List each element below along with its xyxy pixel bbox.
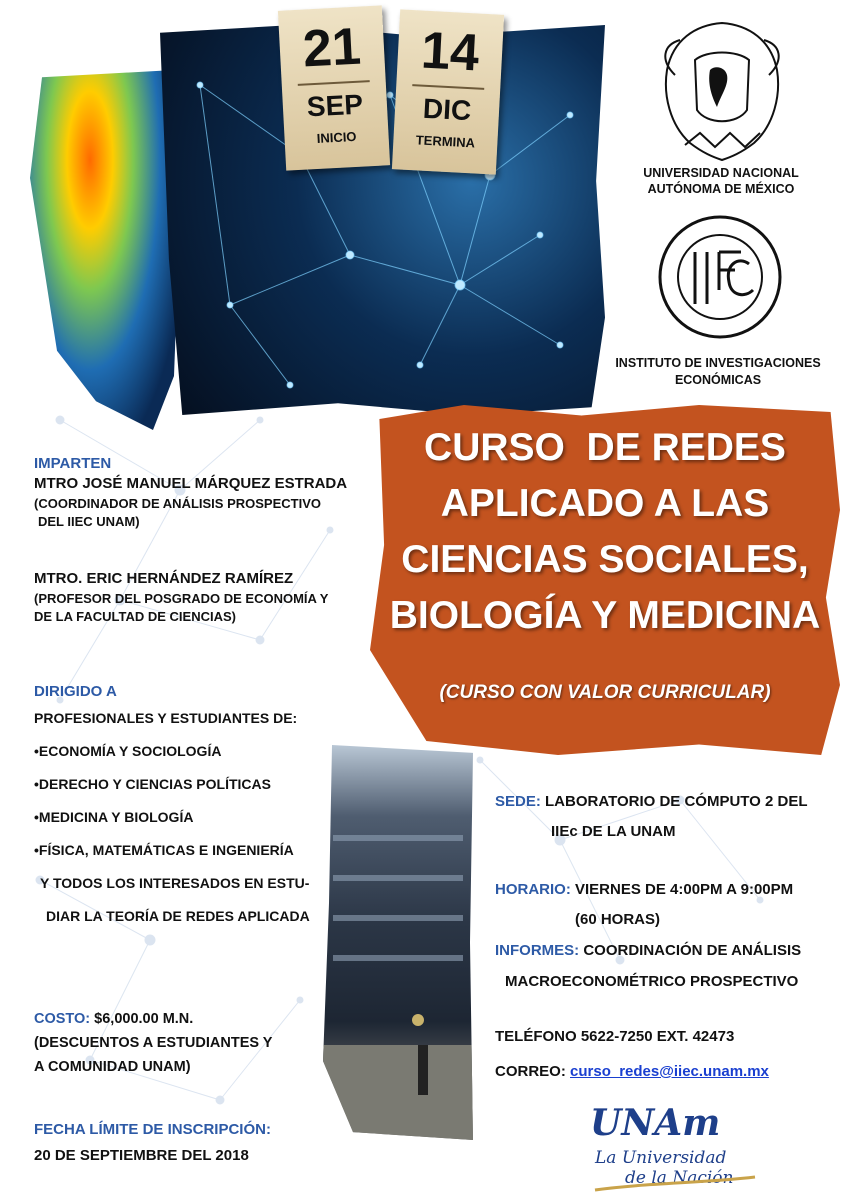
title-line-1: CURSO DE REDES	[424, 426, 786, 469]
title-line-3: CIENCIAS SOCIALES,	[401, 538, 809, 581]
course-title	[372, 420, 838, 644]
costo-note-line1: (DESCUENTOS A ESTUDIANTES Y	[34, 1035, 273, 1051]
fecha-limite-label: FECHA LÍMITE DE INSCRIPCIÓN:	[34, 1121, 271, 1138]
slogan-line1: La Universidad	[595, 1148, 727, 1168]
correo-section	[495, 1062, 769, 1082]
sede-line2: IIEc DE LA UNAM	[551, 823, 676, 840]
iiec-name-line2: ECONÓMICAS	[674, 373, 762, 387]
costo-note-line2: A COMUNIDAD UNAM)	[34, 1059, 191, 1075]
dirigido-item: • MEDICINA Y BIOLOGÍA	[34, 801, 310, 834]
course-subtitle: (CURSO CON VALOR CURRICULAR)	[439, 682, 771, 703]
title-line-2: APLICADO A LAS	[440, 482, 770, 525]
sede-label: SEDE:	[495, 793, 541, 810]
dirigido-item: • ECONOMÍA Y SOCIOLOGÍA	[34, 735, 310, 768]
iiec-seal-logo	[645, 212, 795, 342]
institute-building-photo	[323, 745, 473, 1140]
horario-line1: VIERNES DE 4:00PM A 9:00PM	[575, 881, 794, 898]
dirigido-extra-line1: Y TODOS LOS INTERESADOS EN ESTU-	[40, 875, 310, 891]
end-divider	[412, 84, 485, 90]
title-line-4: BIOLOGÍA Y MEDICINA	[389, 594, 821, 637]
start-label: INICIO	[316, 128, 357, 146]
instructor2-role-line2: DE LA FACULTAD DE CIENCIAS)	[34, 609, 236, 624]
costo-value: $6,000.00 M.N.	[94, 1011, 194, 1027]
instructor1-role-line2: DEL IIEC UNAM)	[38, 514, 140, 529]
horario-line2: (60 HORAS)	[575, 911, 661, 928]
iiec-name-line1: INSTITUTO DE INVESTIGACIONES	[615, 356, 821, 370]
instructor1-role-line1: (COORDINADOR DE ANÁLISIS PROSPECTIVO	[34, 496, 321, 511]
world-network-map-image	[30, 70, 180, 430]
sede-section	[495, 787, 808, 847]
instructor2-section	[34, 570, 328, 626]
informes-line2: MACROECONOMÉTRICO PROSPECTIVO	[505, 973, 799, 990]
iiec-name	[608, 355, 828, 389]
correo-label: CORREO:	[495, 1063, 566, 1080]
unam-name	[636, 165, 806, 197]
email-link[interactable]: curso_redes@iiec.unam.mx	[570, 1063, 769, 1080]
start-date-card	[278, 5, 390, 170]
instructor1-name: MTRO JOSÉ MANUEL MÁRQUEZ ESTRADA	[34, 475, 348, 492]
informes-label: INFORMES:	[495, 942, 580, 959]
end-day: 14	[419, 21, 481, 83]
instructor2-role-line1: (PROFESOR DEL POSGRADO DE ECONOMÍA Y	[34, 591, 329, 606]
start-month: SEP	[306, 88, 364, 123]
end-label: TERMINA	[415, 132, 476, 151]
instructor2-name: MTRO. ERIC HERNÁNDEZ RAMÍREZ	[34, 570, 294, 587]
unam-name-line2: AUTÓNOMA DE MÉXICO	[647, 182, 795, 196]
dirigido-label: DIRIGIDO A	[34, 683, 117, 700]
slogan-brand: UNAm	[590, 1102, 721, 1144]
start-divider	[297, 80, 370, 86]
costo-label: COSTO:	[34, 1011, 91, 1027]
fecha-limite-value: 20 DE SEPTIEMBRE DEL 2018	[34, 1147, 249, 1164]
costo-section	[34, 1007, 272, 1079]
dirigido-section	[34, 683, 310, 933]
dirigido-extra-line2: DIAR LA TEORÍA DE REDES APLICADA	[46, 908, 310, 924]
slogan-line2: de la Nación	[625, 1168, 734, 1188]
imparten-section	[34, 455, 347, 531]
start-day: 21	[301, 17, 363, 79]
dirigido-item: • FÍSICA, MATEMÁTICAS E INGENIERÍA	[34, 834, 310, 867]
horario-section	[495, 875, 793, 935]
dirigido-intro: PROFESIONALES Y ESTUDIANTES DE:	[34, 710, 298, 726]
end-date-card	[392, 9, 504, 174]
unam-crest-logo	[655, 15, 790, 165]
informes-line1: COORDINACIÓN DE ANÁLISIS	[583, 942, 802, 959]
unam-slogan-logo	[585, 1095, 765, 1195]
imparten-label: IMPARTEN	[34, 455, 112, 472]
end-month: DIC	[422, 92, 472, 127]
fecha-limite-section	[34, 1117, 271, 1169]
horario-label: HORARIO:	[495, 881, 571, 898]
telefono: TELÉFONO 5622-7250 EXT. 42473	[495, 1028, 735, 1045]
sede-line1: LABORATORIO DE CÓMPUTO 2 DEL	[545, 793, 808, 810]
dirigido-item: • DERECHO Y CIENCIAS POLÍTICAS	[34, 768, 310, 801]
informes-section	[495, 935, 801, 997]
unam-name-line1: UNIVERSIDAD NACIONAL	[643, 166, 799, 180]
